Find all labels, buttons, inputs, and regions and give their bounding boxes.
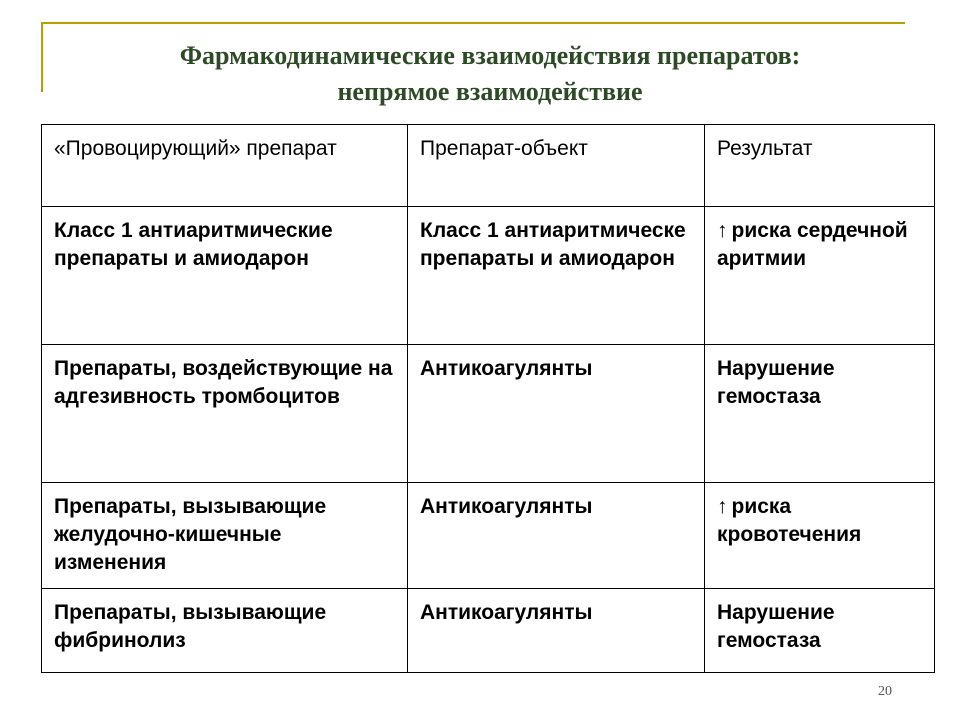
cell-result-text: Нарушение гемостаза (717, 601, 835, 652)
cell-provoking-drug: Препараты, вызывающие фибринолиз (42, 589, 408, 673)
cell-result-text: риска кровотечения (717, 495, 862, 546)
arrow-up-icon: ↑ (717, 219, 728, 242)
cell-result (705, 345, 935, 483)
table-row (42, 589, 935, 673)
cell-result-text: Нарушение гемостаза (717, 357, 835, 408)
decorative-horizontal-line (41, 22, 905, 24)
cell-result (705, 483, 935, 589)
cell-object-drug: Антикоагулянты (408, 345, 705, 483)
arrow-up-icon: ↑ (717, 495, 728, 518)
page-number: 20 (878, 684, 892, 699)
table-header-row (42, 125, 935, 207)
cell-object-drug: Класс 1 антиаритмическе препараты и амиодарон (408, 207, 705, 345)
cell-result (705, 207, 935, 345)
cell-object-drug: Антикоагулянты (408, 483, 705, 589)
header-provoking-drug: «Провоцирующий» препарат (42, 125, 408, 207)
table-row (42, 345, 935, 483)
cell-provoking-drug: Препараты, воздействующие на адгезивность тромбоцитов (42, 345, 408, 483)
header-object-drug: Препарат-объект (408, 125, 705, 207)
decorative-vertical-line (41, 22, 43, 92)
cell-provoking-drug: Класс 1 антиаритмические препараты и амиодарон (42, 207, 408, 345)
slide-title-line-2: непрямое взаимодействие (337, 77, 643, 106)
cell-object-drug: Антикоагулянты (408, 589, 705, 673)
slide-title (60, 38, 920, 110)
table-row (42, 207, 935, 345)
cell-provoking-drug: Препараты, вызывающие желудочно-кишечные изменения (42, 483, 408, 589)
slide-title-line-1: Фармакодинамические взаимодействия препаратов: (179, 41, 801, 70)
cell-result (705, 589, 935, 673)
cell-result-text: риска сердечной аритмии (717, 219, 908, 270)
header-result: Результат (705, 125, 935, 207)
table-row (42, 483, 935, 589)
interaction-table (41, 124, 935, 673)
